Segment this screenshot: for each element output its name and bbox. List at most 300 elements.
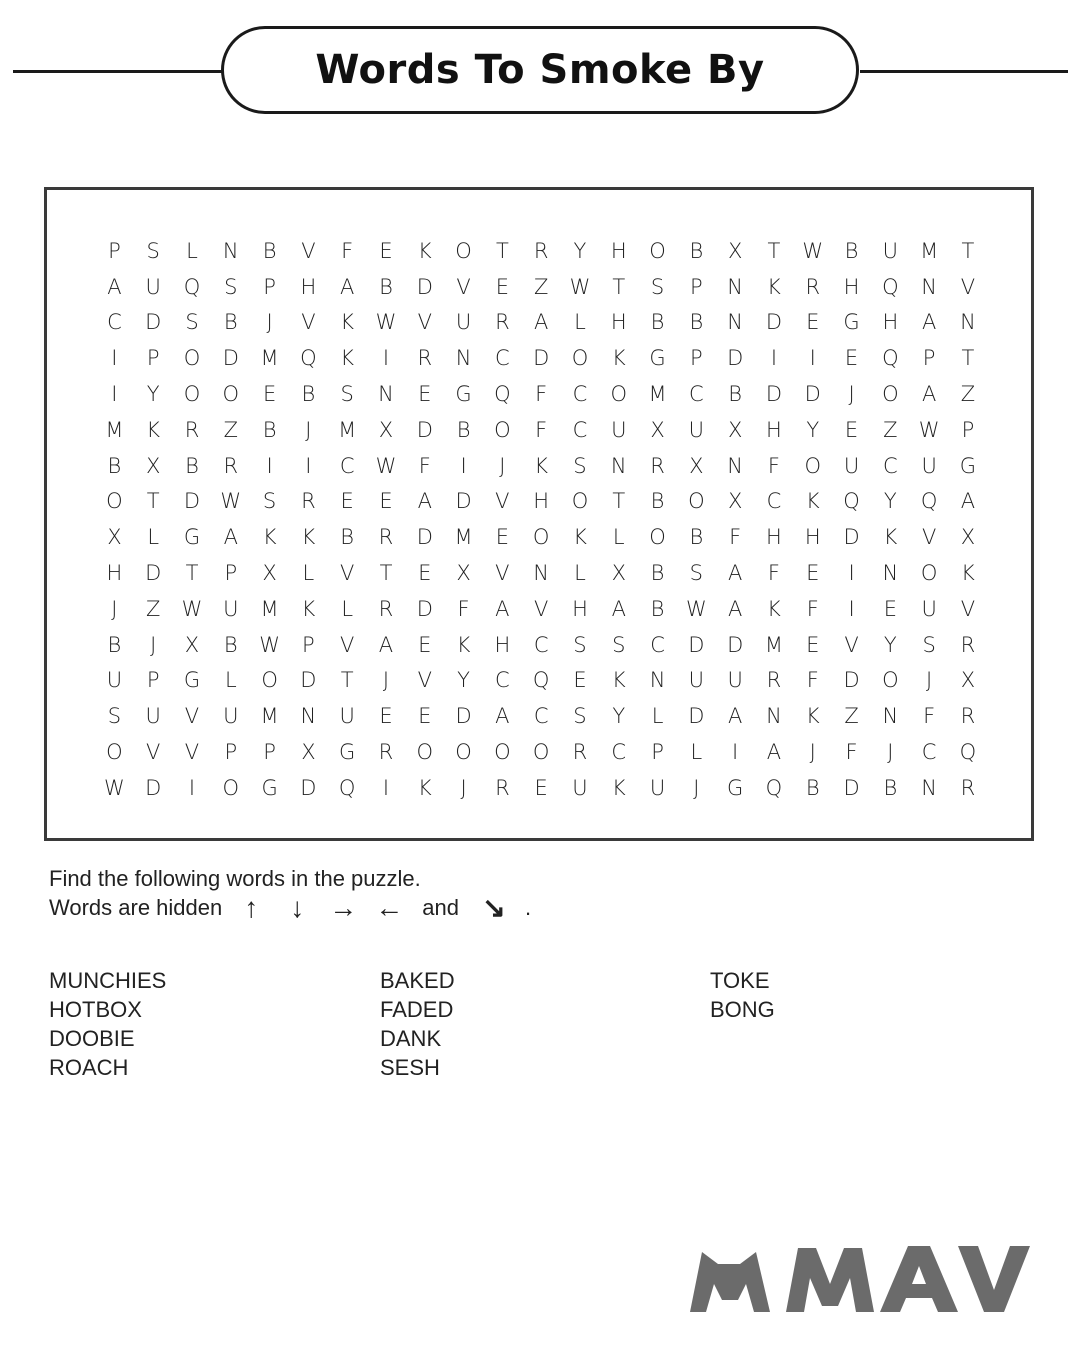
grid-cell: V [456, 274, 471, 299]
grid-cell: V [533, 596, 549, 621]
grid-cell: B [650, 489, 665, 514]
grid-cell: R [184, 417, 200, 442]
grid-cell: C [533, 704, 549, 729]
grid-cell: N [960, 310, 976, 335]
grid-cell: O [571, 346, 589, 371]
grid-cell: B [883, 775, 898, 800]
grid-cell: Q [882, 274, 899, 299]
grid-cell: M [454, 525, 473, 550]
grid-cell: F [845, 740, 858, 765]
grid-cell: O [455, 238, 472, 263]
grid-cell: Y [146, 382, 160, 407]
grid-cell: R [572, 740, 588, 765]
grid-cell: V [184, 704, 200, 729]
grid-cell: U [223, 704, 239, 729]
grid-cell: Y [612, 704, 626, 729]
grid-cell: V [339, 561, 355, 586]
grid-cell: W [104, 775, 125, 800]
grid-cell: T [961, 238, 975, 263]
grid-cell: X [184, 632, 200, 657]
grid-cell: U [145, 704, 161, 729]
grid-cell: N [882, 561, 899, 586]
grid-cell: S [650, 274, 665, 299]
grid-cell: L [574, 561, 586, 586]
grid-cell: M [648, 382, 667, 407]
grid-cell: E [418, 382, 432, 407]
grid-cell: L [224, 668, 237, 693]
left-arrow-icon: ← [375, 892, 404, 923]
grid-cell: C [495, 668, 510, 693]
grid-cell: T [185, 561, 199, 586]
grid-cell: Q [494, 382, 511, 407]
grid-cell: W [802, 238, 824, 263]
grid-cell: J [382, 668, 390, 693]
grid-cell: O [804, 453, 821, 478]
grid-cell: D [145, 775, 162, 800]
grid-cell: V [301, 238, 316, 263]
grid-cell: B [185, 453, 199, 478]
grid-cell: F [767, 561, 780, 586]
title-rule-left [13, 70, 223, 73]
grid-cell: N [921, 274, 937, 299]
grid-cell: X [689, 453, 704, 478]
grid-cell: A [533, 310, 549, 335]
grid-cell: L [612, 525, 625, 550]
grid-cell: F [767, 453, 780, 478]
grid-cell: E [806, 310, 820, 335]
grid-cell: D [533, 346, 550, 371]
grid-cell: E [495, 274, 509, 299]
grid-cell: E [262, 382, 277, 407]
logo-mascot-icon [690, 1252, 770, 1312]
grid-cell: W [220, 489, 242, 514]
grid-cell: E [495, 525, 509, 550]
grid-cell: X [727, 489, 743, 514]
grid-cell: B [689, 525, 704, 550]
grid-cell: W [375, 310, 397, 335]
grid-cell: N [533, 561, 550, 586]
grid-cell: K [611, 668, 626, 693]
grid-cell: W [375, 453, 397, 478]
grid-cell: F [535, 417, 548, 442]
grid-cell: D [727, 632, 744, 657]
grid-cell: S [573, 632, 587, 657]
grid-cell: Z [844, 704, 859, 729]
grid-cell: H [766, 417, 782, 442]
grid-cell: H [882, 310, 899, 335]
grid-cell: M [920, 238, 939, 263]
grid-cell: H [843, 274, 860, 299]
grid-cell: W [685, 596, 707, 621]
diagonal-down-right-arrow-icon: ↘ [482, 892, 506, 923]
grid-cell: B [650, 561, 665, 586]
grid-cell: B [301, 382, 316, 407]
instruction-line-2 [49, 892, 532, 923]
grid-cell: L [186, 238, 198, 263]
grid-cell: Z [960, 382, 976, 407]
grid-cell: P [146, 346, 160, 371]
grid-cell: S [185, 310, 199, 335]
grid-cell: X [960, 525, 976, 550]
grid-cell: U [727, 668, 743, 693]
grid-cell: C [766, 489, 782, 514]
grid-cell: G [843, 310, 860, 335]
grid-cell: L [651, 704, 664, 729]
grid-cell: R [960, 704, 976, 729]
grid-cell: V [960, 274, 976, 299]
grid-cell: E [806, 632, 820, 657]
grid-cell: Q [532, 668, 550, 693]
letter-grid [95, 233, 987, 806]
grid-cell: G [455, 382, 472, 407]
grid-cell: D [300, 775, 317, 800]
grid-cell: P [224, 740, 238, 765]
grid-cell: D [145, 561, 162, 586]
instruction-and: and [422, 895, 459, 920]
logo-letter-a [880, 1246, 958, 1312]
grid-cell: B [340, 525, 355, 550]
grid-cell: I [732, 740, 739, 765]
grid-cell: O [106, 489, 123, 514]
grid-cell: X [107, 525, 122, 550]
grid-cell: T [340, 668, 354, 693]
grid-cell: P [690, 346, 703, 371]
grid-cell: N [921, 775, 937, 800]
grid-cell: A [378, 632, 394, 657]
grid-cell: Y [883, 489, 897, 514]
grid-cell: S [262, 489, 277, 514]
grid-cell: N [649, 668, 666, 693]
grid-cell: U [843, 453, 860, 478]
grid-cell: S [146, 238, 160, 263]
grid-cell: S [573, 453, 587, 478]
grid-cell: U [106, 668, 123, 693]
grid-cell: X [650, 417, 665, 442]
grid-cell: Z [146, 596, 161, 621]
grid-cell: G [959, 453, 977, 478]
grid-cell: C [611, 740, 627, 765]
grid-cell: Z [883, 417, 898, 442]
grid-cell: K [417, 775, 432, 800]
grid-cell: Q [843, 489, 860, 514]
grid-cell: D [688, 632, 705, 657]
grid-cell: D [300, 668, 317, 693]
grid-cell: C [650, 632, 665, 657]
grid-cell: Z [533, 274, 549, 299]
grid-cell: P [961, 417, 975, 442]
grid-cell: E [534, 775, 548, 800]
grid-cell: K [340, 310, 355, 335]
grid-cell: U [339, 704, 355, 729]
word-item: MUNCHIES [49, 968, 167, 993]
grid-cell: A [107, 274, 122, 299]
grid-cell: S [612, 632, 626, 657]
grid-cell: Y [806, 417, 820, 442]
grid-cell: A [727, 561, 743, 586]
grid-cell: W [918, 417, 940, 442]
grid-cell: B [844, 238, 859, 263]
grid-cell: P [146, 668, 160, 693]
grid-cell: C [921, 740, 937, 765]
grid-cell: N [727, 453, 743, 478]
grid-cell: J [460, 775, 467, 800]
grid-cell: M [260, 704, 279, 729]
grid-cell: U [455, 310, 472, 335]
grid-cell: W [181, 596, 203, 621]
grid-cell: J [266, 310, 273, 335]
grid-cell: E [379, 704, 393, 729]
grid-cell: N [766, 704, 782, 729]
grid-cell: B [107, 453, 122, 478]
grid-cell: M [260, 346, 279, 371]
grid-cell: B [650, 310, 665, 335]
grid-cell: S [573, 704, 587, 729]
grid-cell: N [727, 274, 743, 299]
grid-cell: O [920, 561, 938, 586]
word-item: TOKE [710, 968, 770, 993]
grid-cell: X [301, 740, 316, 765]
grid-cell: B [379, 274, 393, 299]
word-item: DOOBIE [49, 1026, 135, 1051]
grid-cell: J [809, 740, 816, 765]
grid-cell: K [417, 238, 432, 263]
grid-cell: P [651, 740, 664, 765]
grid-cell: O [532, 740, 550, 765]
grid-cell: N [378, 382, 394, 407]
title-banner [221, 26, 859, 114]
grid-cell: E [573, 668, 587, 693]
grid-cell: K [534, 453, 549, 478]
grid-cell: R [960, 775, 976, 800]
grid-cell: J [111, 596, 118, 621]
grid-cell: B [262, 417, 277, 442]
grid-cell: T [767, 238, 781, 263]
grid-cell: P [224, 561, 238, 586]
word-item: SESH [380, 1055, 440, 1080]
grid-cell: B [689, 238, 704, 263]
grid-cell: I [460, 453, 467, 478]
grid-cell: K [301, 525, 316, 550]
grid-cell: C [533, 632, 549, 657]
grid-cell: R [805, 274, 821, 299]
grid-cell: X [611, 561, 626, 586]
grid-cell: Y [457, 668, 470, 693]
grid-cell: A [417, 489, 432, 514]
grid-cell: A [766, 740, 782, 765]
grid-cell: A [611, 596, 626, 621]
grid-cell: R [495, 775, 510, 800]
grid-cell: B [107, 632, 122, 657]
grid-cell: D [455, 489, 472, 514]
logo-letter-m [786, 1248, 874, 1312]
grid-cell: S [340, 382, 354, 407]
grid-cell: B [805, 775, 820, 800]
grid-cell: Q [959, 740, 977, 765]
grid-cell: U [649, 775, 666, 800]
grid-cell: Q [183, 274, 201, 299]
grid-cell: L [302, 561, 315, 586]
grid-cell: B [223, 310, 238, 335]
grid-cell: V [844, 632, 859, 657]
grid-cell: V [960, 596, 976, 621]
grid-cell: A [727, 596, 743, 621]
grid-cell: D [765, 382, 783, 407]
grid-cell: K [146, 417, 161, 442]
grid-cell: M [338, 417, 357, 442]
grid-cell: U [882, 238, 899, 263]
grid-cell: J [848, 382, 855, 407]
grid-cell: H [494, 632, 511, 657]
grid-cell: R [378, 525, 394, 550]
grid-cell: A [495, 596, 510, 621]
grid-cell: L [147, 525, 160, 550]
word-item: ROACH [49, 1055, 129, 1080]
grid-cell: L [341, 596, 354, 621]
word-list-column-2 [380, 966, 455, 1082]
grid-cell: I [382, 775, 390, 800]
grid-cell: L [690, 740, 703, 765]
grid-cell: D [416, 274, 433, 299]
grid-cell: O [222, 775, 240, 800]
grid-cell: K [611, 346, 626, 371]
grid-cell: V [339, 632, 355, 657]
grid-cell: K [456, 632, 471, 657]
grid-cell: I [770, 346, 778, 371]
instruction-line-1: Find the following words in the puzzle. [49, 866, 421, 891]
grid-cell: H [610, 310, 627, 335]
grid-cell: X [727, 417, 743, 442]
grid-cell: K [611, 775, 626, 800]
grid-cell: V [495, 489, 510, 514]
grid-cell: N [455, 346, 472, 371]
grid-cell: U [688, 417, 705, 442]
grid-cell: C [495, 346, 510, 371]
grid-cell: Q [882, 346, 899, 371]
grid-cell: C [689, 382, 704, 407]
down-arrow-icon: ↓ [290, 892, 305, 923]
grid-cell: X [456, 561, 471, 586]
grid-cell: O [494, 417, 511, 442]
grid-cell: L [574, 310, 586, 335]
grid-cell: S [689, 561, 704, 586]
grid-cell: R [223, 453, 239, 478]
grid-cell: G [727, 775, 744, 800]
grid-cell: C [883, 453, 898, 478]
grid-cell: T [612, 274, 626, 299]
grid-cell: P [690, 274, 703, 299]
grid-cell: C [107, 310, 122, 335]
grid-cell: D [416, 596, 433, 621]
grid-cell: E [418, 561, 432, 586]
grid-cell: N [727, 310, 743, 335]
grid-cell: J [693, 775, 700, 800]
word-item: FADED [380, 997, 454, 1022]
grid-cell: A [223, 525, 238, 550]
grid-cell: N [222, 238, 239, 263]
grid-cell: Q [338, 775, 356, 800]
grid-cell: U [572, 775, 588, 800]
grid-cell: U [688, 668, 705, 693]
grid-cell: G [183, 668, 201, 693]
grid-cell: D [416, 417, 433, 442]
grid-cell: G [183, 525, 201, 550]
grid-cell: V [495, 561, 510, 586]
grid-cell: R [766, 668, 782, 693]
grid-cell: B [456, 417, 471, 442]
word-list-column-3 [710, 966, 775, 1024]
page-title: Words To Smoke By [315, 47, 765, 93]
grid-cell: X [727, 238, 743, 263]
grid-cell: T [379, 561, 393, 586]
grid-cell: C [572, 382, 588, 407]
grid-cell: V [921, 525, 937, 550]
grid-cell: X [146, 453, 161, 478]
grid-cell: Q [920, 489, 938, 514]
grid-cell: A [339, 274, 355, 299]
grid-cell: H [300, 274, 317, 299]
grid-cell: K [340, 346, 355, 371]
grid-cell: O [610, 382, 628, 407]
grid-cell: R [301, 489, 316, 514]
grid-cell: A [960, 489, 976, 514]
grid-cell: Y [883, 632, 897, 657]
grid-cell: K [767, 274, 781, 299]
grid-cell: J [887, 740, 894, 765]
grid-cell: K [301, 596, 316, 621]
grid-cell: O [261, 668, 278, 693]
grid-cell: C [339, 453, 355, 478]
grid-cell: O [455, 740, 472, 765]
grid-cell: M [764, 632, 783, 657]
right-arrow-icon: → [329, 892, 358, 923]
grid-cell: U [611, 417, 627, 442]
grid-cell: I [111, 346, 118, 371]
grid-cell: P [302, 632, 315, 657]
grid-cell: D [843, 775, 860, 800]
grid-cell: I [848, 561, 855, 586]
grid-cell: P [108, 238, 121, 263]
up-arrow-icon: ↑ [244, 892, 259, 923]
grid-cell: H [106, 561, 123, 586]
grid-cell: T [612, 489, 626, 514]
mav-logo [686, 1240, 1032, 1316]
grid-cell: O [649, 525, 666, 550]
grid-cell: V [146, 740, 161, 765]
grid-cell: R [650, 453, 665, 478]
grid-cell: J [305, 417, 312, 442]
grid-cell: H [804, 525, 821, 550]
grid-cell: U [223, 596, 239, 621]
grid-cell: K [883, 525, 898, 550]
grid-cell: F [341, 238, 354, 263]
grid-cell: D [416, 525, 433, 550]
grid-cell: F [729, 525, 742, 550]
grid-cell: I [848, 596, 855, 621]
grid-cell: B [223, 632, 238, 657]
grid-cell: H [610, 238, 627, 263]
grid-cell: T [146, 489, 160, 514]
grid-cell: W [259, 632, 280, 657]
grid-cell: X [262, 561, 277, 586]
grid-cell: G [649, 346, 666, 371]
grid-cell: B [689, 310, 704, 335]
grid-cell: B [262, 238, 277, 263]
grid-cell: X [960, 668, 976, 693]
grid-cell: N [300, 704, 317, 729]
grid-cell: O [649, 238, 666, 263]
grid-cell: E [844, 417, 859, 442]
grid-cell: D [222, 346, 239, 371]
